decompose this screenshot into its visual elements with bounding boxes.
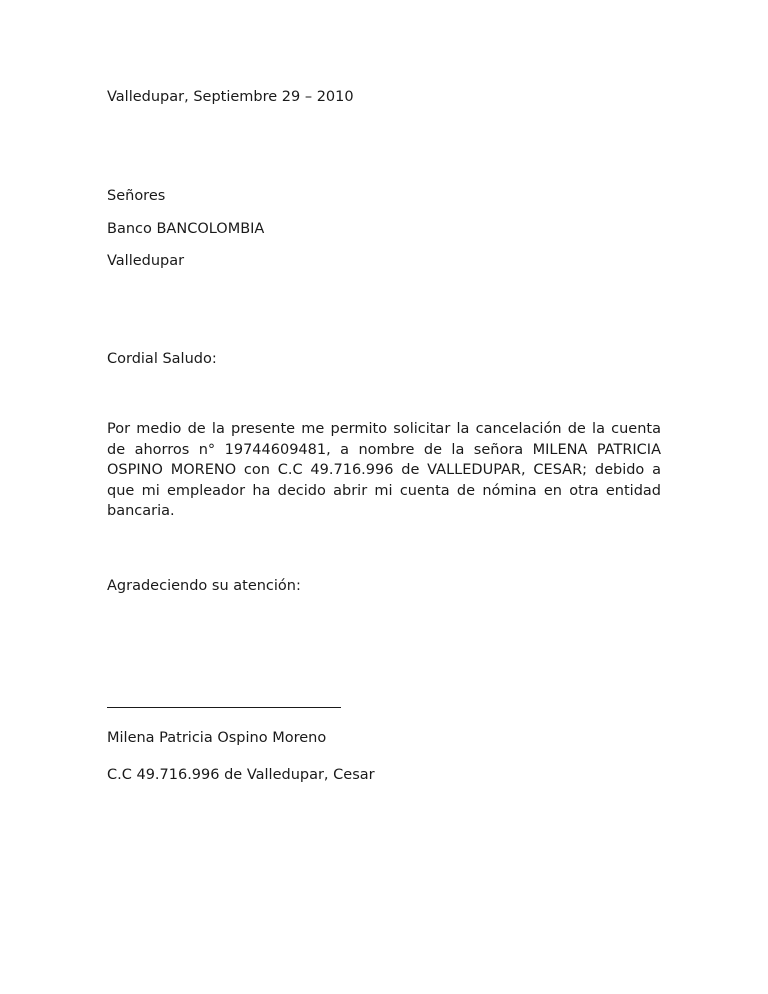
date-line: Valledupar, Septiembre 29 – 2010 <box>107 89 354 105</box>
recipient-salutation: Señores <box>107 188 166 204</box>
letter-body: Por medio de la presente me permito solicitar la cancelación de la cuenta de ahorros n° 19744609481, a nombre de la señora MILENA PATRICIA OSPINO MORENO con C.C 49.716.996 de VALLEDUPAR, CESAR; debido a que mi empleador ha decido abrir mi cuenta de nómina en otra entidad bancaria. <box>107 421 661 520</box>
recipient-bank: Banco BANCOLOMBIA <box>107 221 265 237</box>
signer-name: Milena Patricia Ospino Moreno <box>107 730 327 746</box>
signature-line <box>107 707 341 708</box>
signer-id: C.C 49.716.996 de Valledupar, Cesar <box>107 767 375 783</box>
recipient-city: Valledupar <box>107 253 185 269</box>
closing-line: Agradeciendo su atención: <box>107 578 301 594</box>
greeting: Cordial Saludo: <box>107 351 217 367</box>
